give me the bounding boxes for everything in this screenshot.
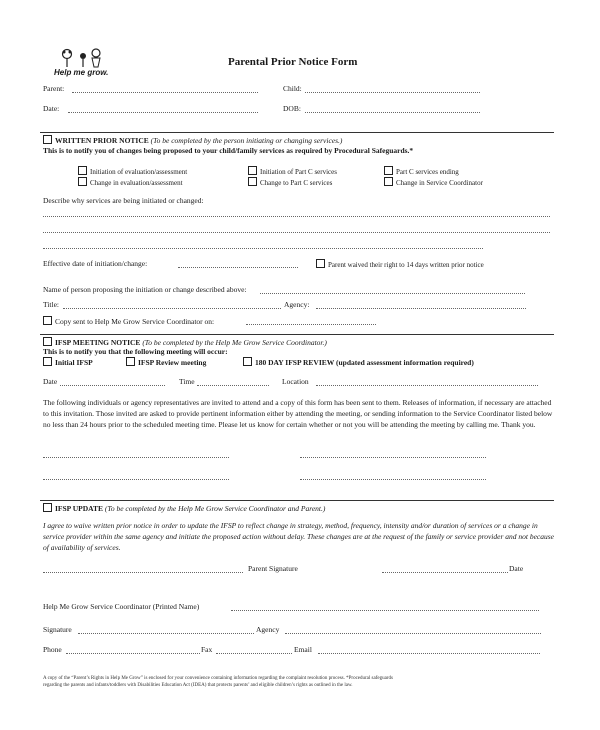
parent-date-label: Date: [509, 564, 524, 573]
meeting-date-field[interactable]: [60, 385, 165, 386]
meeting-time-label: Time: [179, 377, 195, 386]
checkbox[interactable]: [243, 357, 252, 366]
invitee-line-2a[interactable]: [43, 479, 229, 480]
meeting-notice-heading: IFSP MEETING NOTICE: [55, 338, 141, 347]
page-title: Parental Prior Notice Form: [228, 56, 358, 68]
effective-date-label: Effective date of initiation/change:: [43, 259, 148, 268]
coordinator-phone-field[interactable]: [66, 653, 200, 654]
coordinator-agency-field[interactable]: [285, 633, 541, 634]
copy-sent-field[interactable]: [246, 324, 376, 325]
ifsp-update-heading: IFSP UPDATE: [55, 504, 103, 513]
option-change-evaluation[interactable]: [78, 177, 183, 187]
coordinator-signature-field[interactable]: [78, 633, 254, 634]
written-notice-checkbox[interactable]: [43, 135, 52, 144]
waived-option[interactable]: [316, 259, 484, 269]
checkbox[interactable]: [78, 177, 87, 186]
child-label: Child:: [283, 84, 302, 93]
coordinator-email-field[interactable]: [318, 653, 540, 654]
ifsp-update-paragraph: I agree to waive written prior notice in order to update the IFSP to reflect change in strategy, method, frequency, intensity and/or duration of services or a change in service provider within the same agency and initiate the proposed action without delay. These changes are at the request of the family or service provider and not because of availability of services.: [43, 521, 555, 552]
logo-figures-icon: [50, 46, 112, 68]
coordinator-phone-label: Phone: [43, 645, 62, 654]
describe-label: Describe why services are being initiated or changed:: [43, 196, 204, 205]
proposer-field[interactable]: [260, 293, 525, 294]
describe-line-2[interactable]: [43, 232, 550, 233]
parent-date-field[interactable]: [382, 572, 508, 573]
section-divider: [40, 500, 554, 501]
checkbox[interactable]: [248, 177, 257, 186]
coordinator-name-field[interactable]: [231, 610, 539, 611]
parent-label: Parent:: [43, 84, 65, 93]
checkbox[interactable]: [384, 166, 393, 175]
date-field[interactable]: [68, 112, 258, 113]
ifsp-update-checkbox[interactable]: [43, 503, 52, 512]
option-label: 180 DAY IFSP REVIEW (updated assessment information required): [255, 358, 474, 367]
checkbox[interactable]: [78, 166, 87, 175]
option-label: Initiation of evaluation/assessment: [90, 168, 188, 176]
ifsp-update-heading-row: [43, 503, 325, 513]
agency-field[interactable]: [316, 308, 526, 309]
waived-label: Parent waived their right to 14 days written prior notice: [328, 261, 484, 269]
copy-sent-label: Copy sent to Help Me Grow Service Coordinator on:: [55, 317, 215, 326]
option-180-day-review[interactable]: [243, 357, 474, 367]
footnote-line-1: A copy of the “Parent’s Rights in Help Me Grow” is enclosed for your convenience containing information regarding the complaint resolution process. *Procedural safeguards: [43, 676, 393, 681]
checkbox[interactable]: [126, 357, 135, 366]
option-change-part-c[interactable]: [248, 177, 332, 187]
footnote-line-2: regarding the parents and infants/toddlers with Disabilities Education Act (IDEA) that protects parents’ and eligible children’s rights as outlined in the law.: [43, 683, 353, 688]
option-ifsp-review[interactable]: [126, 357, 206, 367]
meeting-notice-text: This is to notify you that the following meeting will occur:: [43, 347, 228, 356]
option-part-c-ending[interactable]: [384, 166, 459, 176]
date-label: Date:: [43, 104, 60, 113]
dob-label: DOB:: [283, 104, 301, 113]
option-label: IFSP Review meeting: [138, 358, 207, 367]
invitee-line-1a[interactable]: [43, 457, 229, 458]
written-notice-heading: WRITTEN PRIOR NOTICE: [55, 136, 149, 145]
section-divider: [40, 132, 554, 133]
coordinator-email-label: Email: [294, 645, 312, 654]
coordinator-signature-label: Signature: [43, 625, 72, 634]
checkbox[interactable]: [248, 166, 257, 175]
meeting-time-field[interactable]: [197, 385, 269, 386]
coordinator-agency-label: Agency: [256, 625, 280, 634]
coordinator-fax-label: Fax: [201, 645, 213, 654]
ifsp-update-note: (To be completed by the Help Me Grow Service Coordinator and Parent.): [104, 504, 326, 513]
child-field[interactable]: [305, 92, 480, 93]
option-initial-ifsp[interactable]: [43, 357, 93, 367]
title-field[interactable]: [63, 308, 281, 309]
section-divider: [40, 334, 554, 335]
option-initiation-evaluation[interactable]: [78, 166, 187, 176]
agency-label: Agency:: [284, 300, 310, 309]
option-label: Part C services ending: [396, 168, 459, 176]
checkbox[interactable]: [43, 357, 52, 366]
meeting-location-field[interactable]: [316, 385, 538, 386]
written-notice-note: (To be completed by the person initiating or changing services.): [150, 136, 343, 145]
logo-text: Help me grow.: [54, 68, 109, 77]
describe-line-1[interactable]: [43, 216, 550, 217]
checkbox[interactable]: [43, 316, 52, 325]
parent-field[interactable]: [72, 92, 258, 93]
option-label: Initiation of Part C services: [260, 168, 337, 176]
meeting-date-label: Date: [43, 377, 58, 386]
checkbox[interactable]: [384, 177, 393, 186]
title-label: Title:: [43, 300, 59, 309]
meeting-notice-checkbox[interactable]: [43, 337, 52, 346]
written-notice-text: This is to notify you of changes being proposed to your child/family services as required by Procedural Safeguards.*: [43, 146, 414, 155]
invitee-line-1b[interactable]: [300, 457, 486, 458]
option-label: Initial IFSP: [55, 358, 93, 367]
copy-sent-option[interactable]: [43, 316, 214, 326]
option-initiation-part-c[interactable]: [248, 166, 337, 176]
meeting-paragraph: The following individuals or agency representatives are invited to attend and a copy of this form has been sent to them. Releases of information, if necessary are attached to this invitation. Those invited are asked to provide pertinent information either by attending the meeting, or sending information to the Service Coordinator listed below no less than 24 hours prior to the scheduled meeting time. Please let us know for certain whether or not you will be attending the meeting by calling me. Thank you.: [43, 398, 553, 429]
meeting-notice-note: (To be completed by the Help Me Grow Service Coordinator.): [142, 338, 327, 347]
parent-signature-label: Parent Signature: [248, 564, 298, 573]
describe-line-3[interactable]: [43, 248, 483, 249]
option-label: Change in Service Coordinator: [396, 179, 483, 187]
option-change-coordinator[interactable]: [384, 177, 483, 187]
parent-signature-field[interactable]: [43, 572, 243, 573]
written-notice-heading-row: [43, 135, 342, 145]
logo: [50, 46, 112, 80]
effective-date-field[interactable]: [178, 267, 298, 268]
option-label: Change to Part C services: [260, 179, 333, 187]
proposer-label: Name of person proposing the initiation or change described above:: [43, 285, 247, 294]
invitee-line-2b[interactable]: [300, 479, 486, 480]
coordinator-name-label: Help Me Grow Service Coordinator (Printed Name): [43, 602, 200, 611]
dob-field[interactable]: [305, 112, 480, 113]
option-label: Change in evaluation/assessment: [90, 179, 183, 187]
coordinator-fax-field[interactable]: [216, 653, 292, 654]
meeting-location-label: Location: [282, 377, 309, 386]
checkbox[interactable]: [316, 259, 325, 268]
meeting-notice-heading-row: [43, 337, 327, 347]
